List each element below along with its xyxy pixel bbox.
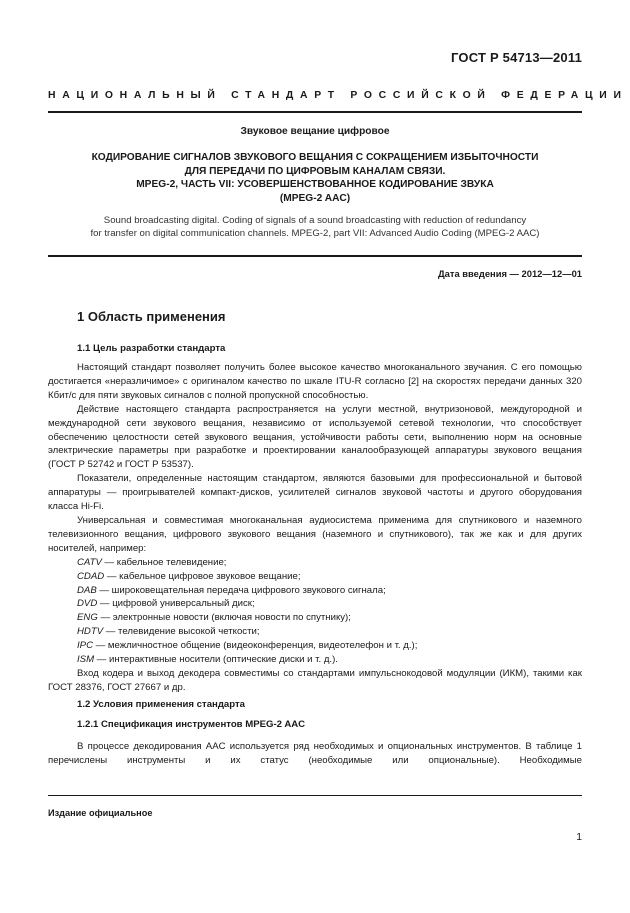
- list-item: HDTV — телевидение высокой четкости;: [77, 626, 260, 638]
- russian-title-line-1: КОДИРОВАНИЕ СИГНАЛОВ ЗВУКОВОГО ВЕЩАНИЯ С СОКРАЩЕНИЕМ ИЗБЫТОЧНОСТИ: [91, 152, 539, 163]
- list-item: DVD — цифровой универсальный диск;: [77, 598, 255, 610]
- list-item: CATV — кабельное телевидение;: [77, 556, 227, 568]
- russian-title-line-3: MPEG-2, ЧАСТЬ VII: УСОВЕРШЕНСТВОВАННОЕ КОДИРОВАНИЕ ЗВУКА: [136, 179, 494, 190]
- paragraph-goal: Настоящий стандарт позволяет получить более высокое качество многоканального звучания. С его помощью достигается «неразличимое» с оригиналом качество по шкале ITU-R согласно [2] на скоростях передачи данных 320 Кбит/с для пяти звуковых сигналов с полной пропускной способностью.: [48, 362, 582, 401]
- section-1-2-1-heading: 1.2.1 Спецификация инструментов MPEG-2 AAC: [77, 719, 306, 730]
- gost-number: ГОСТ Р 54713—2011: [451, 50, 582, 65]
- section-1-heading: 1 Область применения: [77, 309, 226, 324]
- section-1-2-heading: 1.2 Условия применения стандарта: [77, 699, 246, 710]
- list-item: ENG — электронные новости (включая новости по спутнику);: [77, 612, 351, 624]
- list-item: ISM — интерактивные носители (оптические диски и т. д.).: [77, 654, 338, 666]
- title-divider: [48, 255, 582, 257]
- media-list: [48, 556, 582, 667]
- paragraph-pcm: Вход кодера и выход декодера совместимы со стандартами импульснокодовой модуляции (ИКМ), такими как ГОСТ 28376, ГОСТ 27667 и др.: [48, 667, 582, 693]
- national-standard-banner: НАЦИОНАЛЬНЫЙ СТАНДАРТ РОССИЙСКОЙ ФЕДЕРАЦИИ: [48, 90, 628, 101]
- section-1-1-body: [48, 361, 582, 695]
- official-edition-label: Издание официальное: [48, 808, 153, 818]
- list-item: CDAD — кабельное цифровое звуковое вещание;: [77, 570, 301, 582]
- paragraph-scope: Действие настоящего стандарта распространяется на услуги местной, внутризоновой, междугородной и международной сети звукового вещания, независимо от используемой сетевой технологии, что способствует обеспечению целостности сетей звукового вещания, устойчивости работы сети, выполнению норм на основные электрические параметры при разработке и проектировании каналообразующей аппаратуры звукового вещания (ГОСТ Р 52742 и ГОСТ Р 53537).: [48, 403, 582, 471]
- english-title-line-2: for transfer on digital communication channels. MPEG-2, part VII: Advanced Audio Coding (MPEG-2 AAC): [90, 228, 540, 239]
- russian-title: [48, 151, 582, 205]
- russian-title-line-4: (MPEG-2 AAC): [279, 192, 351, 204]
- list-item: IPC — межличностное общение (видеоконференция, видеотелефон и т. д.);: [77, 640, 418, 652]
- document-subtitle: Звуковое вещание цифровое: [240, 126, 390, 137]
- top-divider: [48, 111, 582, 113]
- paragraph-audiosystem: Универсальная и совместимая многоканальная аудиосистема применима для спутникового и наземного телевизионного вещания, цифрового звукового вещания (наземного и спутникового), так же как и для других носителей, например:: [48, 514, 582, 554]
- english-title: [48, 214, 582, 240]
- paragraph-indicators: Показатели, определенные настоящим стандартом, являются базовыми для профессиональной и бытовой аппаратуры — проигрывателей компакт-дисков, усилителей сигналов звуковой частоты и другого оборудования класса Hi-Fi.: [48, 473, 582, 513]
- paragraph-tools: В процессе декодирования AAC используется ряд необходимых и опциональных инструментов. В таблице 1 перечислены инструменты и их статус (необходимые или опциональные). Необходимые: [48, 741, 582, 766]
- english-title-line-1: Sound broadcasting digital. Coding of signals of a sound broadcasting with reduction of redundancy: [103, 215, 527, 226]
- section-1-2-1-body: [48, 740, 582, 768]
- page-number: 1: [576, 832, 582, 843]
- section-1-1-heading: 1.1 Цель разработки стандарта: [77, 343, 226, 354]
- russian-title-line-2: ДЛЯ ПЕРЕДАЧИ ПО ЦИФРОВЫМ КАНАЛАМ СВЯЗИ.: [184, 165, 446, 177]
- introduction-date: Дата введения — 2012—12—01: [437, 268, 582, 279]
- list-item: DAB — широковещательная передача цифрового звукового сигнала;: [77, 584, 386, 596]
- footer-divider: [48, 795, 582, 796]
